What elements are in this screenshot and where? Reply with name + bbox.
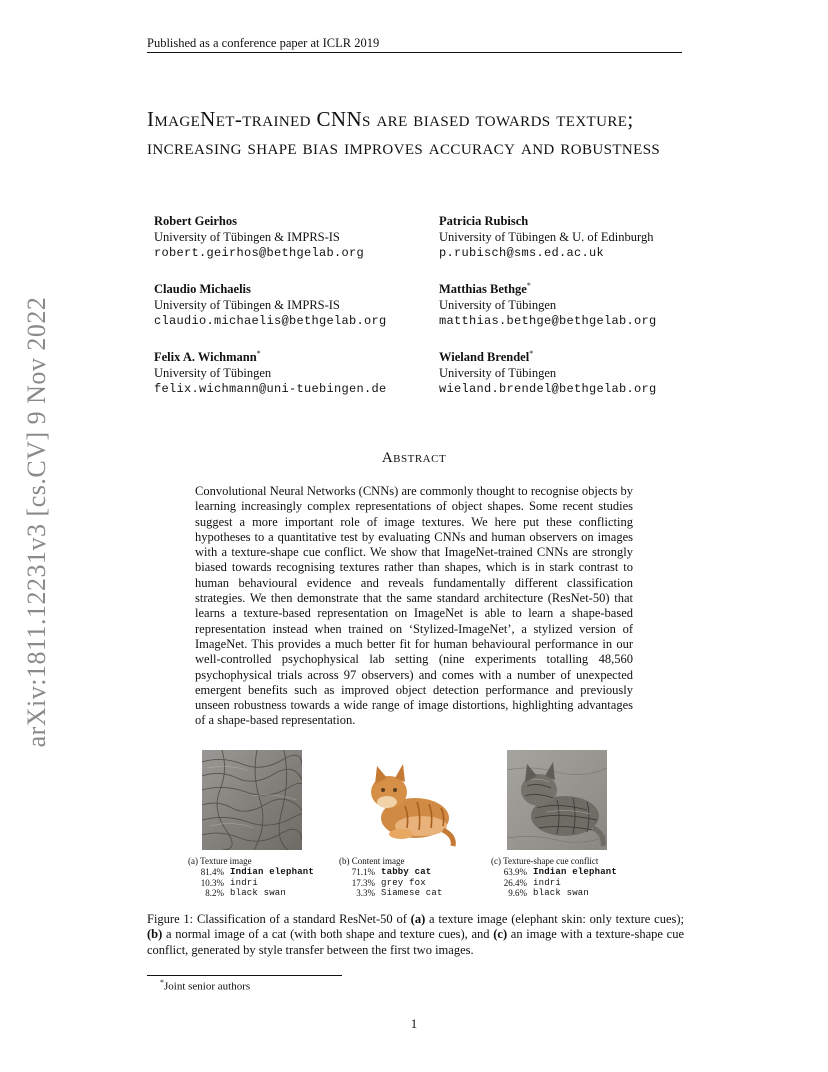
arxiv-side-stamp: arXiv:1811.12231v3 [cs.CV] 9 Nov 2022 — [22, 296, 51, 748]
figure-panel-b — [339, 750, 479, 899]
panel-caption: (a) Texture image — [188, 856, 252, 866]
author-block: Felix A. Wichmann* University of Tübingen felix.wichmann@uni-tuebingen.de — [154, 346, 434, 397]
author-email[interactable]: wieland.brendel@bethgelab.org — [439, 382, 657, 397]
running-header: Published as a conference paper at ICLR 2019 — [147, 36, 380, 50]
abstract-heading: Abstract — [381, 450, 447, 466]
prediction-list — [339, 867, 479, 899]
prediction-row: 9.6% black swan — [508, 888, 590, 898]
author-email[interactable]: p.rubisch@sms.ed.ac.uk — [439, 246, 605, 261]
elephant-skin-texture-image — [202, 750, 302, 850]
footnote: *Joint senior authors — [160, 978, 251, 993]
author-affiliation: University of Tübingen — [154, 366, 272, 381]
prediction-row: 26.4% indri — [503, 877, 562, 888]
author-affiliation: University of Tübingen & IMPRS-IS — [154, 230, 340, 245]
author-name: Claudio Michaelis — [154, 282, 251, 297]
prediction-row: 63.9% Indian elephant — [503, 867, 618, 877]
prediction-list — [188, 867, 328, 899]
abstract-text: Convolutional Neural Networks (CNNs) are commonly thought to recognise objects by learning increasingly complex representations of object shapes. Some recent studies suggest a more important role of image textures. We here put these conflicting hypotheses to a quantitative test by evaluating CNNs and human observers on images with a texture-shape cue conflict. We show that ImageNet-trained CNNs are strongly biased towards recognising textures rather than shapes, which is in stark contrast to human behavioural evidence and reveals fundamentally different classification strategies. We then demonstrate that the same standard architecture (ResNet-50) that learns a texture-based representation on ImageNet is able to learn a shape-based representation instead when trained on ‘Stylized-ImageNet’, a stylized version of ImageNet. This provides a much better fit for human behavioural performance in our well-controlled psychophysical lab setting (nine experiments totalling 48,560 psychophysical trials across 97 observers) and comes with a number of unexpected emergent benefits such as improved object detection performance and previously unseen robustness towards a wide range of image distortions, highlighting advantages of a shape-based representation. — [195, 484, 633, 728]
author-email[interactable]: claudio.michaelis@bethgelab.org — [154, 314, 387, 329]
author-name: Felix A. Wichmann — [154, 350, 257, 365]
cat-with-elephant-texture-image — [507, 750, 607, 850]
panel-caption: (c) Texture-shape cue conflict — [491, 856, 599, 866]
prediction-row: 71.1% tabby cat — [351, 867, 432, 877]
paper-title: ImageNet-trained CNNs are biased towards texture; increasing shape bias improves accuracy and robustness — [147, 107, 661, 159]
author-block: Wieland Brendel* University of Tübingen wieland.brendel@bethgelab.org — [439, 346, 719, 397]
footnote-rule — [147, 975, 342, 976]
author-email[interactable]: robert.geirhos@bethgelab.org — [154, 246, 365, 261]
author-affiliation: University of Tübingen — [439, 298, 557, 313]
author-block — [439, 210, 719, 261]
author-block — [154, 210, 434, 261]
author-affiliation: University of Tübingen & IMPRS-IS — [154, 298, 340, 313]
prediction-row: 10.3% indri — [200, 877, 259, 888]
author-name: Robert Geirhos — [154, 214, 237, 229]
header-rule — [147, 52, 682, 53]
figure-panel-a — [188, 750, 328, 899]
author-name: Wieland Brendel — [439, 350, 530, 365]
prediction-row: 81.4% Indian elephant — [200, 867, 315, 877]
tabby-cat-photo-image — [357, 750, 457, 850]
page-number: 1 — [410, 1016, 418, 1031]
author-affiliation: University of Tübingen & U. of Edinburgh — [439, 230, 654, 245]
author-block — [154, 278, 434, 329]
prediction-row: 17.3% grey fox — [351, 877, 426, 888]
panel-caption: (b) Content image — [339, 856, 405, 866]
figure-caption: Figure 1: Classification of a standard ResNet-50 of (a) a texture image (elephant skin: only texture cues); (b) a normal image of a cat (with both shape and texture cues), and (c) an image with a texture-shape cue conflict, generated by style transfer between the first two images. — [147, 912, 684, 957]
author-name: Patricia Rubisch — [439, 214, 529, 229]
prediction-list — [491, 867, 631, 899]
figure-panel-c — [491, 750, 631, 899]
prediction-row: 3.3% Siamese cat — [356, 888, 443, 898]
author-affiliation: University of Tübingen — [439, 366, 557, 381]
author-email[interactable]: felix.wichmann@uni-tuebingen.de — [154, 382, 387, 397]
prediction-row: 8.2% black swan — [205, 888, 287, 898]
author-name: Matthias Bethge — [439, 282, 527, 297]
author-block: Matthias Bethge* University of Tübingen matthias.bethge@bethgelab.org — [439, 278, 719, 329]
author-email[interactable]: matthias.bethge@bethgelab.org — [439, 314, 657, 329]
